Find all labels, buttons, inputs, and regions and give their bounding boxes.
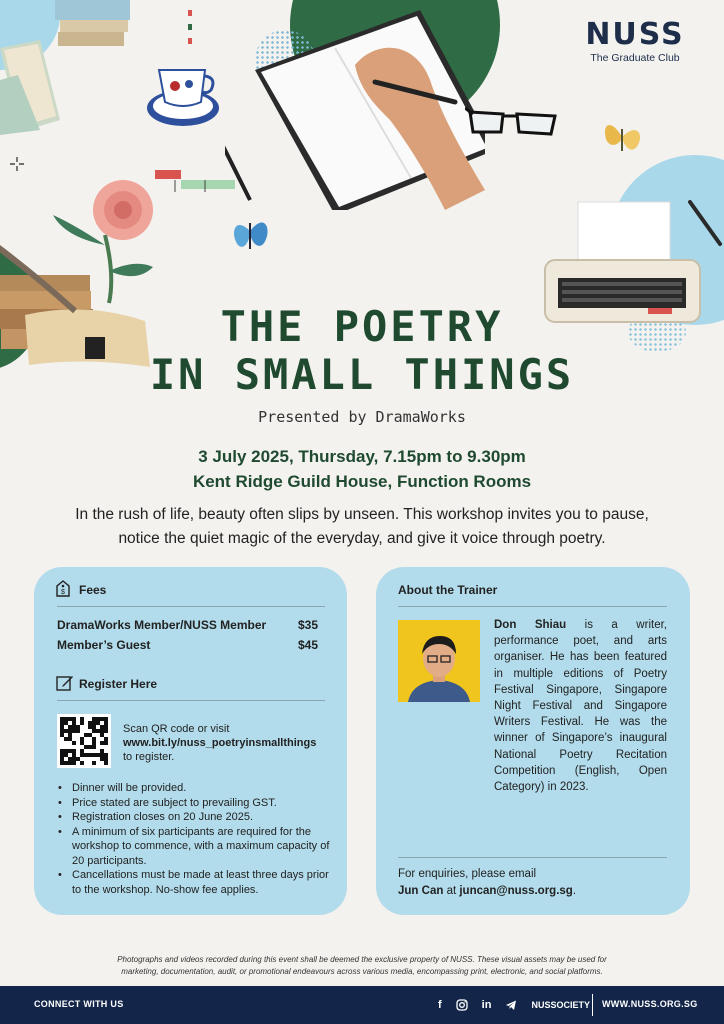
teacup-illustration: [145, 60, 225, 130]
price-tag-icon: [55, 580, 71, 598]
notebook-hand-illustration: [225, 10, 485, 210]
logo-subtitle: The Graduate Club: [590, 52, 680, 64]
terms-list: [58, 781, 338, 897]
trainer-name: Don Shiau: [494, 619, 567, 631]
intro-line: In the rush of life, beauty often slips by unseen. This workshop invites you to pause,: [75, 506, 649, 523]
disclaimer-line: Photographs and videos recorded during this event shall be deemed the exclusive property of NUSS. These visual assets may be used for: [117, 955, 607, 964]
event-title-line2: IN SMALL THINGS: [149, 350, 575, 399]
telegram-icon[interactable]: [505, 999, 517, 1011]
event-intro: [60, 503, 664, 551]
event-date-time: 3 July 2025, Thursday, 7.15pm to 9.30pm: [198, 447, 526, 466]
list-item: • A minimum of six participants are required for the workshop to commence, with a maximum capacity of 20 participants.: [58, 825, 338, 869]
linkedin-icon[interactable]: in: [481, 999, 492, 1011]
decor-bars: [155, 168, 235, 198]
enquiry-line: For enquiries, please email: [398, 868, 537, 880]
at-word: at: [443, 885, 460, 897]
footer-divider: [592, 994, 593, 1016]
divider: [398, 606, 667, 607]
trainer-photo: [398, 620, 480, 702]
intro-line: notice the quiet magic of the everyday, and give it voice through poetry.: [118, 530, 606, 547]
list-item: • Price stated are subject to prevailing GST.: [58, 796, 338, 811]
presented-by: Presented by DramaWorks: [258, 408, 466, 426]
sparkle-icon: [10, 157, 24, 171]
enquiry-contact: [398, 883, 668, 900]
fee-label: Member’s Guest: [57, 638, 151, 652]
qr-module: [104, 761, 108, 765]
divider: [57, 606, 325, 607]
list-item: • Dinner will be provided.: [58, 781, 338, 796]
register-heading[interactable]: Register Here: [79, 677, 158, 691]
divider: [57, 700, 325, 701]
blue-butterfly-illustration: [230, 205, 270, 255]
trainer-heading: About the Trainer: [398, 583, 498, 597]
trainer-bio: [494, 617, 667, 795]
butterfly-illustration: [600, 115, 645, 160]
eyeglasses-illustration: [465, 102, 560, 142]
photo-disclaimer: [80, 954, 644, 977]
fees-heading: Fees: [79, 583, 107, 597]
period: .: [572, 885, 577, 897]
qr-pattern: [60, 717, 108, 765]
svg-text:$: $: [61, 589, 65, 596]
divider: [398, 857, 667, 858]
qr-line: Scan QR code or visit: [123, 723, 230, 735]
fee-label: DramaWorks Member/NUSS Member: [57, 618, 267, 632]
event-venue: Kent Ridge Guild House, Function Rooms: [192, 472, 532, 491]
fountain-pen-illustration: [688, 200, 724, 250]
social-handle[interactable]: NUSSOCIETY: [531, 1000, 590, 1010]
social-links: [438, 996, 590, 1014]
facebook-icon[interactable]: f: [438, 999, 442, 1011]
connect-label: CONNECT WITH US: [34, 999, 124, 1009]
registration-qr-code[interactable]: [57, 714, 111, 768]
books-stack-illustration: [0, 0, 130, 135]
qr-line: to register.: [123, 751, 175, 763]
footer-bar: [0, 986, 724, 1024]
fee-price: $45: [297, 638, 318, 652]
contact-email[interactable]: juncan@nuss.org.sg: [459, 885, 573, 897]
qr-instructions: [123, 722, 338, 764]
list-item: • Cancellations must be made at least three days prior to the workshop. No-show fee applies.: [58, 868, 338, 897]
instagram-icon[interactable]: [456, 999, 468, 1011]
enquiry-block: [398, 866, 668, 900]
registration-link[interactable]: www.bit.ly/nuss_poetryinsmallthings: [123, 737, 317, 749]
logo-wordmark: NUSS: [585, 17, 685, 52]
decor-ticks: [186, 10, 194, 50]
contact-name: Jun Can: [398, 885, 444, 897]
list-item: • Registration closes on 20 June 2025.: [58, 810, 338, 825]
edit-icon: [56, 674, 74, 692]
event-title-line1: THE POETRY: [220, 302, 504, 351]
fee-price: $35: [297, 618, 318, 632]
trainer-bio-text: is a writer, performance poet, and arts organiser. He has been featured in multiple editions of Poetry Festival Singapore, Singapore Night Festival and Singapore Writers Festival. He was the winner of Singapore’s inaugural National Poetry Recitation Competition (English, Open Category) in 2023.: [494, 619, 667, 794]
website-link[interactable]: WWW.NUSS.ORG.SG: [602, 999, 698, 1009]
nuss-logo[interactable]: [580, 17, 690, 64]
disclaimer-line: marketing, documentation, audit, or promotional endeavours across various media, encompassing print, electronic, and social platforms.: [121, 966, 603, 976]
